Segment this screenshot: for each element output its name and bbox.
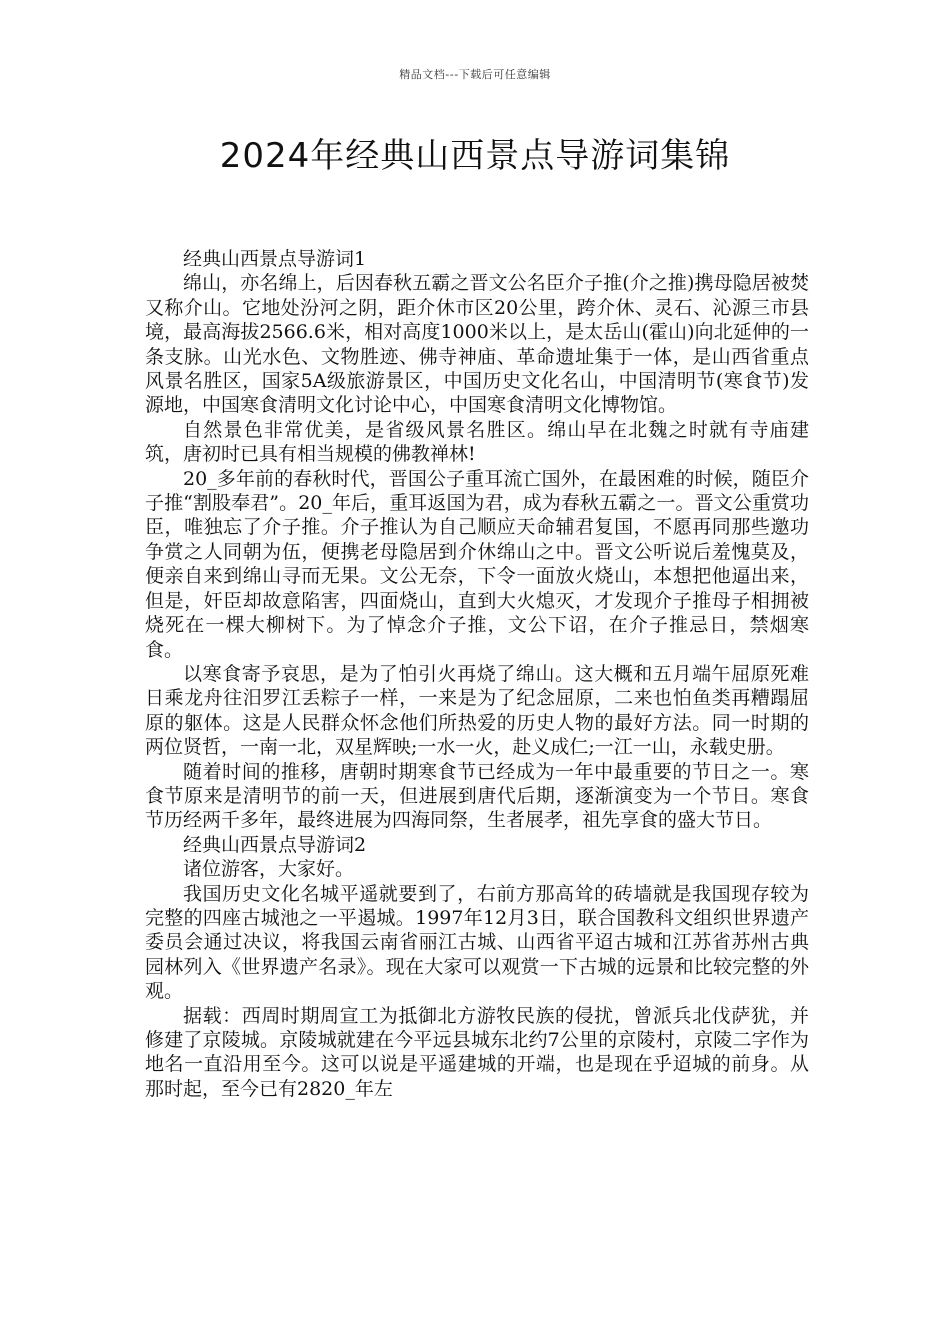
paragraph: 以寒食寄予哀思，是为了怕引火再烧了绵山。这大概和五月端午屈原死难日乘龙舟往汨罗江丢粽子一样，一来是为了纪念屈原，二来也怕鱼类再糟蹋屈原的躯体。这是人民群众怀念他们所热爱的历史人物的最好方法。同一时期的两位贤哲，一南一北，双星辉映;一水一火，赴义成仁;一江一山，永载史册。 bbox=[145, 662, 809, 759]
paragraph: 20_多年前的春秋时代，晋国公子重耳流亡国外，在最困难的时候，随臣介子推“割股奉君”。20_年后，重耳返国为君，成为春秋五霸之一。晋文公重赏功臣，唯独忘了介子推。介子推认为自己顺应天命辅君复国，不愿再同那些邀功争赏之人同朝为伍，便携老母隐居到介休绵山之中。晋文公听说后羞愧莫及，便亲自来到绵山寻而无果。文公无奈，下令一面放火烧山，本想把他逼出来，但是，奸臣却故意陷害，四面烧山，直到大火熄灭，才发现介子推母子相拥被烧死在一棵大柳树下。为了悼念介子推，文公下诏，在介子推忌日，禁烟寒食。 bbox=[145, 467, 809, 661]
paragraph: 我国历史文化名城平遥就要到了，右前方那高耸的砖墙就是我国现存较为完整的四座古城池之一平遏城。1997年12月3日，联合国教科文组织世界遗产委员会通过决议，将我国云南省丽江古城、山西省平迢古城和江苏省苏州古典园林列入《世界遗产名录》。现在大家可以观赏一下古城的远景和比较完整的外观。 bbox=[145, 882, 809, 1003]
page-header: 精品文档---下载后可任意编辑 bbox=[399, 68, 551, 81]
document-body bbox=[145, 247, 809, 1101]
paragraph: 随着时间的推移，唐朝时期寒食节已经成为一年中最重要的节日之一。寒食节原来是清明节的前一天，但进展到唐代后期，逐渐演变为一个节日。寒食节历经两千多年，最终进展为四海同祭，生者展孝，祖先享食的盛大节日。 bbox=[145, 760, 809, 832]
paragraph: 绵山，亦名绵上，后因春秋五霸之晋文公名臣介子推(介之推)携母隐居被焚又称介山。它地处汾河之阴，距介休市区20公里，跨介休、灵石、沁源三市县境，最高海拔2566.6米，相对高度1000米以上，是太岳山(霍山)向北延伸的一条支脉。山光水色、文物胜迹、佛寺神庙、革命遗址集于一体，是山西省重点风景名胜区，国家5A级旅游景区，中国历史文化名山，中国清明节(寒食节)发源地，中国寒食清明文化讨论中心，中国寒食清明文化博物馆。 bbox=[145, 272, 809, 417]
section-heading-1: 经典山西景点导游词1 bbox=[183, 248, 367, 270]
paragraph: 据载：西周时期周宣工为抵御北方游牧民族的侵扰，曾派兵北伐萨犹，并修建了京陵城。京陵城就建在今平远县城东北约7公里的京陵村，京陵二字作为地名一直沿用至今。这可以说是平遥建城的开端，也是现在乎迢城的前身。从那时起，至今已有2820_年左 bbox=[145, 1004, 809, 1100]
paragraph: 诸位游客，大家好。 bbox=[183, 858, 355, 881]
paragraph: 自然景色非常优美，是省级风景名胜区。绵山早在北魏之时就有寺庙建筑，唐初时已具有相当规模的佛教禅林! bbox=[145, 418, 809, 466]
section-heading-2: 经典山西景点导游词2 bbox=[183, 833, 367, 856]
page-title: 2024年经典山西景点导游词集锦 bbox=[219, 136, 731, 176]
